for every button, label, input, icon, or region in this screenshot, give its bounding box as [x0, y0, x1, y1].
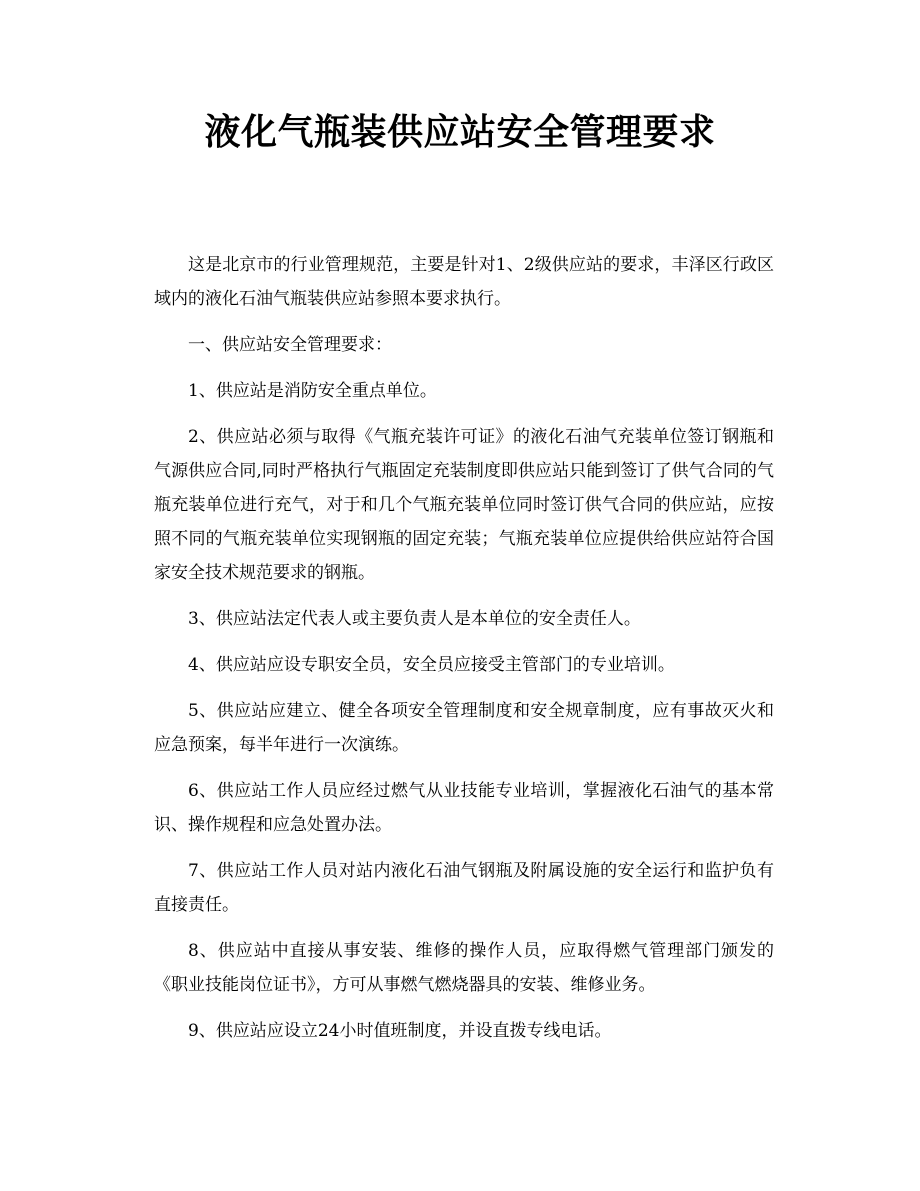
- section-heading: 一、供应站安全管理要求：: [188, 335, 392, 355]
- paragraph-item-6: 6、供应站工作人员应经过燃气从业技能专业培训，掌握液化石油气的基本常识、操作规程和应急处置办法。: [154, 781, 774, 835]
- document-body: [154, 248, 774, 1060]
- paragraph-item-3: 3、供应站法定代表人或主要负责人是本单位的安全责任人。: [188, 609, 641, 629]
- paragraph-item-8: 8、供应站中直接从事安装、维修的操作人员，应取得燃气管理部门颁发的《职业技能岗位证书》，方可从事燃气燃烧器具的安装、维修业务。: [154, 941, 774, 995]
- paragraph-intro: 这是北京市的行业管理规范，主要是针对1、2级供应站的要求，丰泽区行政区域内的液化石油气瓶装供应站参照本要求执行。: [154, 255, 774, 309]
- paragraph-item-7: 7、供应站工作人员对站内液化石油气钢瓶及附属设施的安全运行和监护负有直接责任。: [154, 861, 774, 915]
- paragraph-item-2: 2、供应站必须与取得《气瓶充装许可证》的液化石油气充装单位签订钢瓶和气源供应合同,同时严格执行气瓶固定充装制度即供应站只能到签订了供气合同的气瓶充装单位进行充气，对于和几个气瓶充装单位同时签订供气合同的供应站，应按照不同的气瓶充装单位实现钢瓶的固定充装；气瓶充装单位应提供给供应站符合国家安全技术规范要求的钢瓶。: [154, 427, 774, 583]
- document-title: 液化气瓶装供应站安全管理要求: [204, 111, 716, 153]
- paragraph-item-1: 1、供应站是消防安全重点单位。: [188, 381, 437, 401]
- paragraph-item-9: 9、供应站应设立24小时值班制度，并设直拨专线电话。: [188, 1021, 612, 1041]
- paragraph-item-5: 5、供应站应建立、健全各项安全管理制度和安全规章制度，应有事故灭火和应急预案，每半年进行一次演练。: [154, 701, 774, 755]
- paragraph-item-4: 4、供应站应设专职安全员，安全员应接受主管部门的专业培训。: [188, 655, 675, 675]
